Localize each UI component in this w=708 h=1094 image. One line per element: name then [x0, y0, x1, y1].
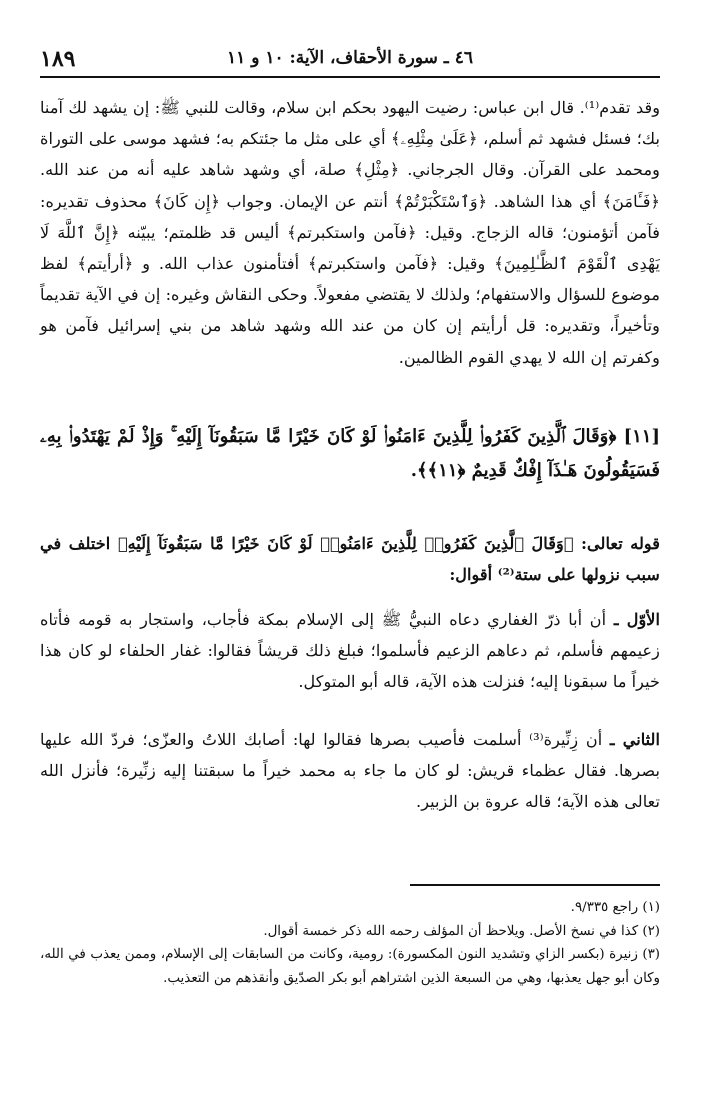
footnote-3: (٣) زنيرة (بكسر الزاي وتشديد النون المكسورة): رومية، وكانت من السابقات إلى الإسلام، وممن يعذب في الله، وكان أبو جهل يعذبها، وهي من السبعة الذين اشتراهم أبو بكر الصدّيق وأنقذهم من التعذيب.: [40, 947, 660, 986]
verse-number: [١١]: [623, 426, 660, 447]
running-title: ٤٦ ـ سورة الأحقاف، الآية: ١٠ و ١١: [227, 48, 473, 68]
verse-commentary-intro: قوله تعالى: ﴿وَقَالَ ٱلَّذِينَ كَفَرُوا۟ لِلَّذِينَ ءَامَنُوا۟ لَوْ كَانَ خَيْرًا مَّا سَبَقُونَآ إِلَيْهِ﴾ اختلف في سبب نزولها على ستة⁽²⁾ أقوال:: [40, 534, 660, 585]
footnote-2: (٢) كذا في نسخ الأصل. ويلاحظ أن المؤلف رحمه الله ذكر خمسة أقوال.: [263, 923, 660, 939]
quran-verse-block: [40, 420, 660, 488]
first-opinion-paragraph: [40, 604, 660, 698]
first-opinion-text: أن أبا ذرّ الغفاري دعاه النبيُّ ﷺ إلى الإسلام بمكة فأجاب، واستجار به قومه فأتاه زعيمهم فأسلم، ثم دعاهم الزعيم فأسلموا؛ فبلغ ذلك قريشاً فقالوا: غفار الحلفاء لو كان هذا خيراً ما سبقونا إليه؛ فنزلت هذه الآية، قاله أبو المتوكل.: [40, 610, 660, 692]
page-number: ١٨٩: [40, 46, 76, 72]
page-header: [40, 46, 660, 72]
second-opinion-paragraph: [40, 724, 660, 818]
second-opinion-label: الثاني ـ: [609, 730, 660, 749]
header-divider: [40, 76, 660, 78]
verse-text: ﴿وَقَالَ ٱلَّذِينَ كَفَرُوا۟ لِلَّذِينَ ءَامَنُوا۟ لَوْ كَانَ خَيْرًا مَّا سَبَقُونَآ إِلَيْهِ ۚ وَإِذْ لَمْ يَهْتَدُوا۟ بِهِۦ فَسَيَقُولُونَ هَـٰذَآ إِفْكٌ قَدِيمٌ ﴿١١﴾﴾.: [40, 426, 660, 481]
footnote-divider: [410, 884, 660, 886]
commentary-paragraph: وقد تقدم⁽¹⁾. قال ابن عباس: رضيت اليهود بحكم ابن سلام، وقالت للنبي ﷺ: إن يشهد لك آمنا بك؛ فسئل فشهد ثم أسلم، ﴿عَلَىٰ مِثْلِهِۦ﴾ أي على مثل ما جئتكم به؛ فشهد موسى على التوراة ومحمد على القرآن. وقال الجرجاني. ﴿مِثْلِ﴾ صلة، أي وشهد شاهد عليه أنه من عند الله. ﴿فَـَٔامَنَ﴾ أي هذا الشاهد. ﴿وَٱسْتَكْبَرْتُمْ﴾ أنتم عن الإيمان. وجواب ﴿إِن كَانَ﴾ محذوف تقديره: فآمن أتؤمنون؛ قاله الزجاج. وقيل: ﴿فآمن واستكبرتم﴾ أليس قد ظلمتم؛ يبيّنه ﴿إِنَّ ٱللَّهَ لَا يَهْدِى ٱلْقَوْمَ ٱلظَّـٰلِمِينَ﴾ وقيل: ﴿فآمن واستكبرتم﴾ أفتأمنون عذاب الله. و ﴿أرأيتم﴾ لفظ موضوع للسؤال والاستفهام؛ ولذلك لا يقتضي مفعولاً. وحكى النقاش وغيره: إن في الآية تقديماً وتأخيراً، وتقديره: قل أرأيتم إن كان من عند الله وشهد شاهد من بني إسرائيل فآمن هو وكفرتم إن الله لا يهدي القوم الظالمين.: [40, 98, 661, 367]
second-opinion-text: أن زِنِّيرة⁽³⁾ أسلمت فأصيب بصرها فقالوا لها: أصابك اللاتُ والعزّى؛ فردّ الله عليها بصرها. فقال عظماء قريش: لو كان ما جاء به محمد خيراً ما سبقتنا إليه زنِّيرة؛ فأنزل الله تعالى هذه الآية؛ قاله عروة بن الزبير.: [40, 730, 660, 812]
footnotes: [40, 896, 660, 990]
first-opinion-label: الأوّل ـ: [613, 610, 660, 629]
footnote-1: (١) راجع ٩/٣٣٥.: [570, 900, 660, 915]
